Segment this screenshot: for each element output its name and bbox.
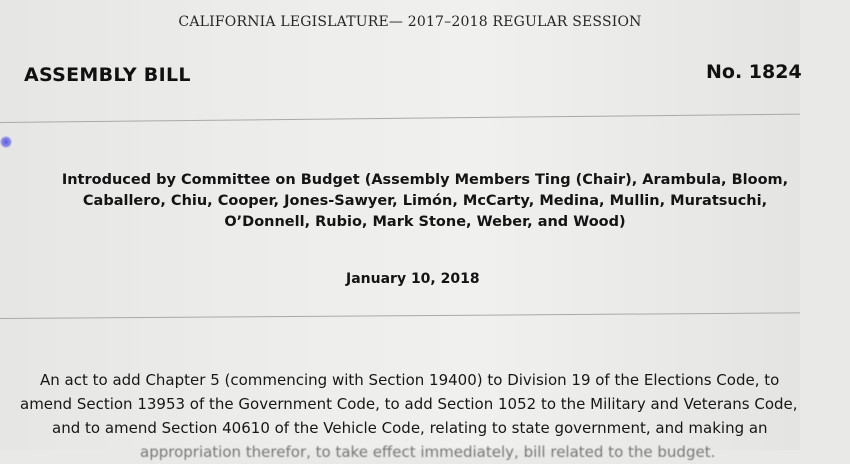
- act-line: and to amend Section 40610 of the Vehicle Code, relating to state government, and making an: [52, 419, 768, 437]
- act-line: An act to add Chapter 5 (commencing with Section 19400) to Division 19 of the Elections Code, to: [40, 371, 780, 389]
- middle-divider: [0, 312, 800, 319]
- act-line: amend Section 13953 of the Government Code, to add Section 1052 to the Military and Veterans Code,: [20, 395, 798, 413]
- introduction-line: O’Donnell, Rubio, Mark Stone, Weber, and Wood): [224, 214, 626, 230]
- introduction-date: January 10, 2018: [346, 271, 480, 287]
- session-heading: CALIFORNIA LEGISLATURE— 2017–2018 REGULAR SESSION: [178, 14, 642, 30]
- act-line: appropriation therefor, to take effect immediately, bill related to the budget.: [140, 443, 716, 461]
- top-divider: [0, 114, 800, 123]
- light-glare: [0, 136, 12, 148]
- introduction-line: Introduced by Committee on Budget (Assembly Members Ting (Chair), Arambula, Bloom,: [61, 172, 789, 188]
- bill-number: No. 1824: [706, 61, 802, 83]
- act-description: [0, 368, 820, 464]
- bill-type-label: ASSEMBLY BILL: [24, 64, 191, 86]
- introduction-block: [0, 170, 850, 233]
- introduction-line: Caballero, Chiu, Cooper, Jones-Sawyer, Limón, McCarty, Medina, Mullin, Muratsuchi,: [82, 193, 768, 209]
